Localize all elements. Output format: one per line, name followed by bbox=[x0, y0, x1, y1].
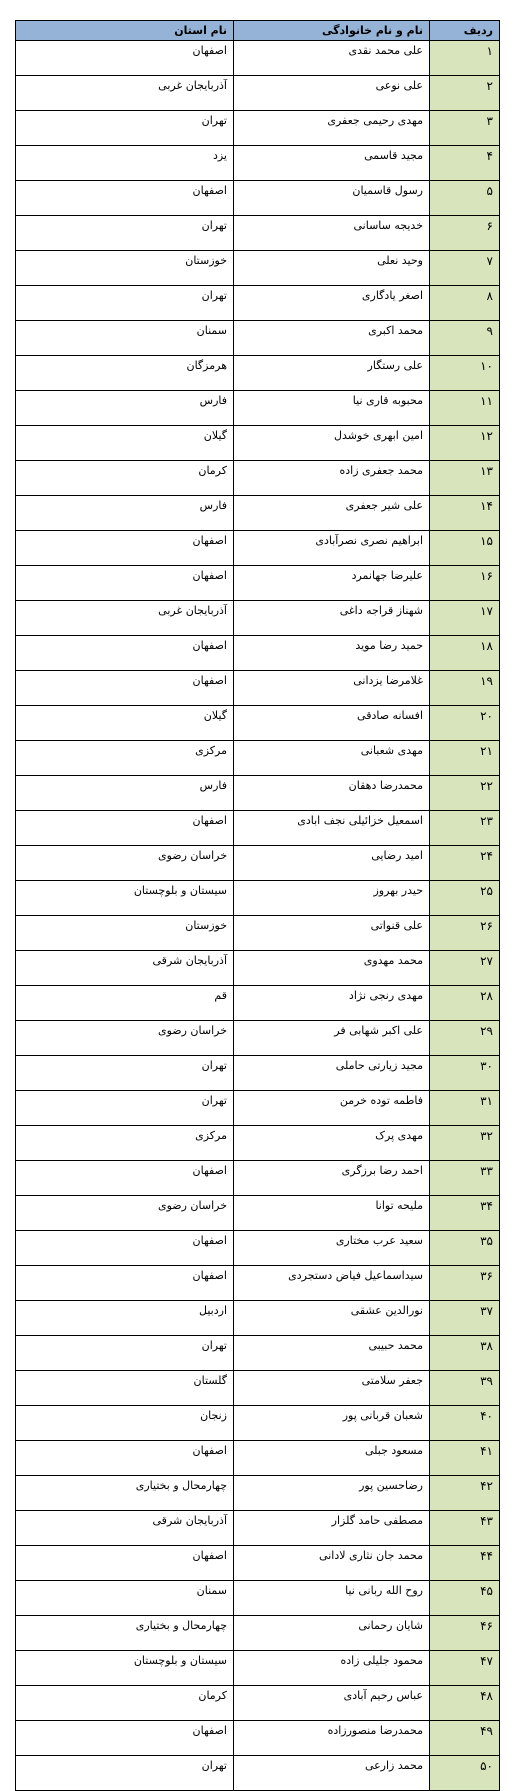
header-province: نام استان bbox=[16, 21, 234, 41]
row-index: ۲۶ bbox=[430, 916, 500, 951]
table-row bbox=[16, 426, 500, 461]
row-full-name: مصطفی حامد گلزار bbox=[234, 1511, 430, 1546]
row-index: ۲۱ bbox=[430, 741, 500, 776]
row-province: تهران bbox=[16, 111, 234, 146]
row-province: اصفهان bbox=[16, 636, 234, 671]
row-index: ۴۴ bbox=[430, 1546, 500, 1581]
row-full-name: ابراهیم نصری نصرآبادی bbox=[234, 531, 430, 566]
row-full-name: احمد رضا برزگری bbox=[234, 1161, 430, 1196]
row-full-name: مهدی پرک bbox=[234, 1126, 430, 1161]
table-row bbox=[16, 1406, 500, 1441]
table-row bbox=[16, 531, 500, 566]
table-row bbox=[16, 496, 500, 531]
table-row bbox=[16, 741, 500, 776]
table-row bbox=[16, 251, 500, 286]
row-province: اصفهان bbox=[16, 1161, 234, 1196]
row-province: خراسان رضوی bbox=[16, 1021, 234, 1056]
row-province: تهران bbox=[16, 1336, 234, 1371]
row-full-name: وحید نعلی bbox=[234, 251, 430, 286]
table-row bbox=[16, 776, 500, 811]
row-full-name: نورالدین عشقی bbox=[234, 1301, 430, 1336]
row-full-name: سیداسماعیل فیاض دستجردی bbox=[234, 1266, 430, 1301]
row-province: اصفهان bbox=[16, 566, 234, 601]
row-province: قم bbox=[16, 986, 234, 1021]
row-full-name: مجید قاسمی bbox=[234, 146, 430, 181]
table-row bbox=[16, 566, 500, 601]
table-row bbox=[16, 1161, 500, 1196]
row-index: ۲۸ bbox=[430, 986, 500, 1021]
participants-table bbox=[15, 20, 500, 1791]
row-full-name: افسانه صادقی bbox=[234, 706, 430, 741]
row-index: ۳۵ bbox=[430, 1231, 500, 1266]
row-full-name: سعید عرب مختاری bbox=[234, 1231, 430, 1266]
row-province: گیلان bbox=[16, 706, 234, 741]
row-full-name: خدیجه ساسانی bbox=[234, 216, 430, 251]
table-row bbox=[16, 1196, 500, 1231]
table-row bbox=[16, 811, 500, 846]
row-province: مرکزی bbox=[16, 741, 234, 776]
table-row bbox=[16, 1091, 500, 1126]
row-index: ۴۲ bbox=[430, 1476, 500, 1511]
table-row bbox=[16, 1721, 500, 1756]
row-full-name: حیدر بهروز bbox=[234, 881, 430, 916]
row-index: ۴۸ bbox=[430, 1686, 500, 1721]
table-row bbox=[16, 1021, 500, 1056]
row-full-name: امین ابهری خوشدل bbox=[234, 426, 430, 461]
row-province: آذربایجان غربی bbox=[16, 76, 234, 111]
table-row bbox=[16, 636, 500, 671]
row-province: خوزستان bbox=[16, 251, 234, 286]
row-index: ۲۳ bbox=[430, 811, 500, 846]
row-index: ۴۰ bbox=[430, 1406, 500, 1441]
row-index: ۴۷ bbox=[430, 1651, 500, 1686]
row-province: اصفهان bbox=[16, 811, 234, 846]
row-index: ۳۲ bbox=[430, 1126, 500, 1161]
row-index: ۱۹ bbox=[430, 671, 500, 706]
row-province: اصفهان bbox=[16, 1546, 234, 1581]
row-index: ۲۹ bbox=[430, 1021, 500, 1056]
row-full-name: حمید رضا موید bbox=[234, 636, 430, 671]
row-province: اصفهان bbox=[16, 1231, 234, 1266]
table-row bbox=[16, 1266, 500, 1301]
table-row bbox=[16, 461, 500, 496]
table-row bbox=[16, 951, 500, 986]
row-full-name: محمد حبیبی bbox=[234, 1336, 430, 1371]
header-index: ردیف bbox=[430, 21, 500, 41]
row-index: ۲۲ bbox=[430, 776, 500, 811]
row-index: ۴۳ bbox=[430, 1511, 500, 1546]
table-row bbox=[16, 986, 500, 1021]
row-province: تهران bbox=[16, 286, 234, 321]
table-row bbox=[16, 391, 500, 426]
row-index: ۴۵ bbox=[430, 1581, 500, 1616]
table-row bbox=[16, 1231, 500, 1266]
row-index: ۲ bbox=[430, 76, 500, 111]
table-row bbox=[16, 1511, 500, 1546]
row-full-name: اصغر یادگاری bbox=[234, 286, 430, 321]
table-row bbox=[16, 1301, 500, 1336]
row-province: سمنان bbox=[16, 321, 234, 356]
row-index: ۵ bbox=[430, 181, 500, 216]
table-row bbox=[16, 1686, 500, 1721]
row-full-name: علی اکبر شهابی فر bbox=[234, 1021, 430, 1056]
row-full-name: روح الله ربانی نیا bbox=[234, 1581, 430, 1616]
table-row bbox=[16, 286, 500, 321]
row-full-name: رسول قاسمیان bbox=[234, 181, 430, 216]
row-full-name: علی رستگار bbox=[234, 356, 430, 391]
row-full-name: علی محمد نقدی bbox=[234, 41, 430, 76]
row-full-name: غلامرضا یزدانی bbox=[234, 671, 430, 706]
row-index: ۳۸ bbox=[430, 1336, 500, 1371]
row-full-name: علی نوعی bbox=[234, 76, 430, 111]
row-province: تهران bbox=[16, 1756, 234, 1791]
table-row bbox=[16, 76, 500, 111]
row-index: ۳۹ bbox=[430, 1371, 500, 1406]
table-row bbox=[16, 1336, 500, 1371]
row-full-name: مهدی رحیمی جعفری bbox=[234, 111, 430, 146]
row-full-name: محمد مهدوی bbox=[234, 951, 430, 986]
row-full-name: محمد اکبری bbox=[234, 321, 430, 356]
row-full-name: مسعود جبلی bbox=[234, 1441, 430, 1476]
table-row bbox=[16, 216, 500, 251]
table-row bbox=[16, 706, 500, 741]
table-row bbox=[16, 1371, 500, 1406]
row-index: ۱۷ bbox=[430, 601, 500, 636]
row-province: اصفهان bbox=[16, 1441, 234, 1476]
row-province: فارس bbox=[16, 391, 234, 426]
table-row bbox=[16, 881, 500, 916]
row-full-name: مجید زیارتی حاملی bbox=[234, 1056, 430, 1091]
row-province: آذربایجان غربی bbox=[16, 601, 234, 636]
row-index: ۱۴ bbox=[430, 496, 500, 531]
row-full-name: جعفر سلامتی bbox=[234, 1371, 430, 1406]
table-row bbox=[16, 1546, 500, 1581]
row-province: آذربایجان شرقی bbox=[16, 951, 234, 986]
row-full-name: محمدرضا دهقان bbox=[234, 776, 430, 811]
row-province: هرمزگان bbox=[16, 356, 234, 391]
row-index: ۱۲ bbox=[430, 426, 500, 461]
row-province: گیلان bbox=[16, 426, 234, 461]
header-full-name: نام و نام خانوادگی bbox=[234, 21, 430, 41]
row-province: سیستان و بلوچستان bbox=[16, 1651, 234, 1686]
row-index: ۱۳ bbox=[430, 461, 500, 496]
row-province: اصفهان bbox=[16, 1721, 234, 1756]
table-row bbox=[16, 601, 500, 636]
table-row bbox=[16, 146, 500, 181]
table-row bbox=[16, 1126, 500, 1161]
table-header bbox=[16, 21, 500, 41]
row-index: ۳ bbox=[430, 111, 500, 146]
row-full-name: محبوبه قاری نیا bbox=[234, 391, 430, 426]
row-index: ۲۰ bbox=[430, 706, 500, 741]
table-row bbox=[16, 1441, 500, 1476]
table-row bbox=[16, 41, 500, 76]
row-full-name: علی قنواتی bbox=[234, 916, 430, 951]
row-index: ۶ bbox=[430, 216, 500, 251]
row-index: ۱۱ bbox=[430, 391, 500, 426]
row-index: ۲۴ bbox=[430, 846, 500, 881]
row-full-name: محمود جلیلی زاده bbox=[234, 1651, 430, 1686]
row-full-name: عباس رحیم آبادی bbox=[234, 1686, 430, 1721]
row-index: ۵۰ bbox=[430, 1756, 500, 1791]
row-index: ۴ bbox=[430, 146, 500, 181]
table-row bbox=[16, 916, 500, 951]
row-full-name: محمد جعفری زاده bbox=[234, 461, 430, 496]
row-full-name: شایان رحمانی bbox=[234, 1616, 430, 1651]
row-province: چهارمحال و بختیاری bbox=[16, 1476, 234, 1511]
table-row bbox=[16, 1056, 500, 1091]
row-full-name: امید رضایی bbox=[234, 846, 430, 881]
row-province: خراسان رضوی bbox=[16, 846, 234, 881]
row-index: ۹ bbox=[430, 321, 500, 356]
row-index: ۴۶ bbox=[430, 1616, 500, 1651]
row-full-name: فاطمه توده خرمن bbox=[234, 1091, 430, 1126]
row-full-name: علی شیر جعفری bbox=[234, 496, 430, 531]
row-province: کرمان bbox=[16, 461, 234, 496]
row-full-name: محمدرضا منصورزاده bbox=[234, 1721, 430, 1756]
row-province: گلستان bbox=[16, 1371, 234, 1406]
row-province: خراسان رضوی bbox=[16, 1196, 234, 1231]
row-index: ۳۰ bbox=[430, 1056, 500, 1091]
row-province: تهران bbox=[16, 1056, 234, 1091]
row-index: ۴۹ bbox=[430, 1721, 500, 1756]
row-province: آذربایجان شرقی bbox=[16, 1511, 234, 1546]
row-index: ۷ bbox=[430, 251, 500, 286]
table-row bbox=[16, 111, 500, 146]
row-full-name: اسمعیل خزائیلی نجف ابادی bbox=[234, 811, 430, 846]
table-body bbox=[16, 41, 500, 1791]
row-full-name: علیرضا جهانمرد bbox=[234, 566, 430, 601]
row-index: ۱۶ bbox=[430, 566, 500, 601]
row-province: چهارمحال و بختیاری bbox=[16, 1616, 234, 1651]
row-full-name: مهدی رنجی نژاد bbox=[234, 986, 430, 1021]
row-full-name: شهناز قراجه داغی bbox=[234, 601, 430, 636]
row-province: اصفهان bbox=[16, 181, 234, 216]
row-index: ۳۶ bbox=[430, 1266, 500, 1301]
row-index: ۱۰ bbox=[430, 356, 500, 391]
row-province: اصفهان bbox=[16, 671, 234, 706]
row-index: ۲۷ bbox=[430, 951, 500, 986]
row-province: سمنان bbox=[16, 1581, 234, 1616]
table-row bbox=[16, 846, 500, 881]
row-province: اصفهان bbox=[16, 41, 234, 76]
row-province: اصفهان bbox=[16, 1266, 234, 1301]
row-province: سیستان و بلوچستان bbox=[16, 881, 234, 916]
table-row bbox=[16, 181, 500, 216]
row-index: ۳۴ bbox=[430, 1196, 500, 1231]
row-province: تهران bbox=[16, 216, 234, 251]
row-index: ۳۱ bbox=[430, 1091, 500, 1126]
row-index: ۳۳ bbox=[430, 1161, 500, 1196]
table-row bbox=[16, 671, 500, 706]
row-full-name: محمد جان نثاری لادانی bbox=[234, 1546, 430, 1581]
row-province: فارس bbox=[16, 776, 234, 811]
table-row bbox=[16, 321, 500, 356]
table-row bbox=[16, 1581, 500, 1616]
row-full-name: مهدی شعبانی bbox=[234, 741, 430, 776]
row-province: تهران bbox=[16, 1091, 234, 1126]
row-full-name: محمد زارعی bbox=[234, 1756, 430, 1791]
row-index: ۲۵ bbox=[430, 881, 500, 916]
row-index: ۸ bbox=[430, 286, 500, 321]
row-index: ۱۸ bbox=[430, 636, 500, 671]
row-full-name: ملیحه توانا bbox=[234, 1196, 430, 1231]
row-province: اصفهان bbox=[16, 531, 234, 566]
row-full-name: شعبان قربانی پور bbox=[234, 1406, 430, 1441]
row-full-name: رضاحسین پور bbox=[234, 1476, 430, 1511]
row-province: زنجان bbox=[16, 1406, 234, 1441]
row-index: ۴۱ bbox=[430, 1441, 500, 1476]
row-index: ۳۷ bbox=[430, 1301, 500, 1336]
row-province: یزد bbox=[16, 146, 234, 181]
table-row bbox=[16, 356, 500, 391]
table-row bbox=[16, 1756, 500, 1791]
table-row bbox=[16, 1651, 500, 1686]
row-province: اردبیل bbox=[16, 1301, 234, 1336]
header-row bbox=[16, 21, 500, 41]
row-province: مرکزی bbox=[16, 1126, 234, 1161]
row-index: ۱۵ bbox=[430, 531, 500, 566]
table-row bbox=[16, 1476, 500, 1511]
table-row bbox=[16, 1616, 500, 1651]
row-province: فارس bbox=[16, 496, 234, 531]
row-index: ۱ bbox=[430, 41, 500, 76]
row-province: خوزستان bbox=[16, 916, 234, 951]
row-province: کرمان bbox=[16, 1686, 234, 1721]
